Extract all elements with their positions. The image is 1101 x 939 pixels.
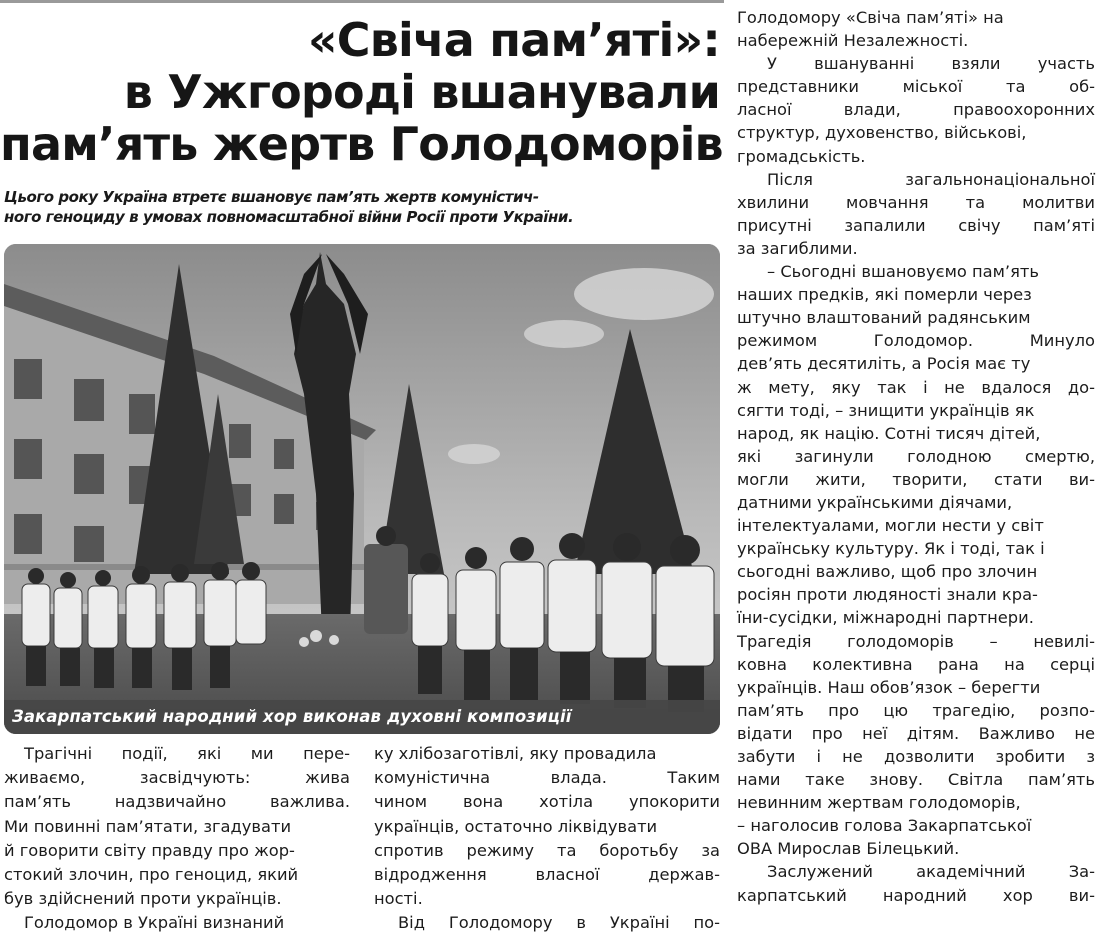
- paragraph-line: українців, остаточно ліквідувати: [374, 816, 658, 836]
- paragraph-line: сьогодні важливо, щоб про злочин: [737, 562, 1038, 582]
- paragraph-line: й говорити світу правду про жор-: [4, 840, 295, 860]
- paragraph-line: стокий злочин, про геноцид, який: [4, 864, 299, 884]
- paragraph-line: присутні запалили свічу пам’яті: [737, 215, 1095, 235]
- paragraph-line: громадськість.: [737, 146, 866, 166]
- paragraph-line: їни-сусідки, міжнародні партнери.: [737, 608, 1034, 628]
- paragraph-line: Ми повинні пам’ятати, згадувати: [4, 816, 292, 836]
- paragraph-line: комуністична влада. Таким: [374, 768, 720, 788]
- paragraph-line: наших предків, які померли через: [737, 285, 1032, 305]
- photo-illustration: [4, 244, 720, 734]
- paragraph-line: Голодомор в Україні визнаний: [24, 913, 285, 933]
- paragraph-line: пам’ять про цю трагедію, розпо-: [737, 700, 1095, 720]
- paragraph-line: сягти тоді, – знищити українців як: [737, 400, 1035, 420]
- lead-line: ного геноциду в умовах повномасштабної війни Росії проти України.: [4, 208, 574, 226]
- paragraph-line: за загиблими.: [737, 238, 858, 258]
- paragraph-line: дев’ять десятиліть, а Росія має ту: [737, 354, 1031, 374]
- paragraph-line: штучно влаштований радянським: [737, 308, 1031, 328]
- text-column-2: [374, 742, 720, 936]
- article-headline: [0, 13, 723, 171]
- paragraph-line: ковна колективна рана на серці: [737, 654, 1095, 674]
- paragraph-line: набережній Незалежності.: [737, 31, 969, 51]
- paragraph-line: відати про неї дітям. Важливо не: [737, 723, 1095, 743]
- article-photo: [4, 244, 720, 734]
- paragraph-line: пам’ять надзвичайно важлива.: [4, 792, 350, 812]
- paragraph-line: Заслужений академічний За-: [767, 862, 1095, 882]
- paragraph-line: Трагічні події, які ми пере-: [24, 744, 350, 763]
- lead-line: Цього року Україна втретє вшановує пам’ять жертв комуністич-: [4, 188, 539, 206]
- paragraph-line: відродження власної держав-: [374, 864, 720, 884]
- headline-line: «Свіча пам’яті»:: [307, 13, 720, 67]
- paragraph-line: Після загальнонаціональної: [767, 169, 1095, 189]
- photo-caption: Закарпатський народний хор виконав духовні композиції: [12, 707, 572, 726]
- paragraph-line: хвилини мовчання та молитви: [737, 192, 1095, 212]
- paragraph-line: чином вона хотіла упокорити: [374, 792, 720, 812]
- paragraph-line: – Сьогодні вшановуємо пам’ять: [767, 262, 1039, 282]
- top-rule: [0, 0, 724, 3]
- paragraph-line: українську культуру. Як і тоді, так і: [737, 539, 1045, 559]
- paragraph-line: народ, як націю. Сотні тисяч дітей,: [737, 423, 1041, 443]
- paragraph-line: інтелектуалами, могли нести у світ: [737, 516, 1044, 536]
- paragraph-line: Від Голодомору в Україні по-: [398, 913, 720, 933]
- paragraph-line: Голодомору «Свіча пам’яті» на: [737, 8, 1004, 27]
- caption-bar: [4, 700, 720, 734]
- headline-line: пам’ять жертв Голодоморів: [0, 117, 723, 171]
- paragraph-line: які загинули голодною смертю,: [737, 446, 1095, 466]
- paragraph-line: спротив режиму та боротьбу за: [374, 840, 720, 860]
- paragraph-line: росіян проти людяності знали кра-: [737, 585, 1038, 605]
- paragraph-line: У вшануванні взяли участь: [767, 54, 1095, 74]
- paragraph-line: ласної влади, правоохоронних: [737, 100, 1095, 120]
- headline-line: в Ужгороді вшанували: [123, 65, 720, 119]
- paragraph-line: українців. Наш обов’язок – берегти: [737, 677, 1041, 697]
- paragraph-line: забути і не дозволити зробити з: [737, 747, 1095, 766]
- article-lead: [4, 187, 720, 227]
- paragraph-line: – наголосив голова Закарпатської: [737, 816, 1032, 836]
- paragraph-line: представники міської та об-: [737, 77, 1095, 97]
- paragraph-line: ж мету, яку так і не вдалося до-: [737, 377, 1095, 397]
- paragraph-line: ОВА Мирослав Білецький.: [737, 839, 960, 859]
- paragraph-line: режимом Голодомор. Минуло: [737, 331, 1095, 351]
- paragraph-line: ку хлібозаготівлі, яку провадила: [374, 744, 657, 763]
- text-column-1: [4, 742, 350, 936]
- paragraph-line: могли жити, творити, стати ви-: [737, 469, 1095, 489]
- paragraph-line: нами таке знову. Світла пам’ять: [737, 770, 1095, 790]
- paragraph-line: датними українськими діячами,: [737, 492, 1013, 512]
- paragraph-line: живаємо, засвідчують: жива: [4, 768, 350, 788]
- paragraph-line: невинним жертвам голодоморів,: [737, 793, 1021, 813]
- text-column-3: [737, 6, 1095, 907]
- paragraph-line: був здійснений проти українців.: [4, 889, 282, 909]
- paragraph-line: ності.: [374, 889, 423, 909]
- paragraph-line: структур, духовенство, військові,: [737, 123, 1027, 143]
- paragraph-line: Трагедія голодоморів – невилі-: [737, 631, 1095, 651]
- paragraph-line: карпатський народний хор ви-: [737, 885, 1095, 905]
